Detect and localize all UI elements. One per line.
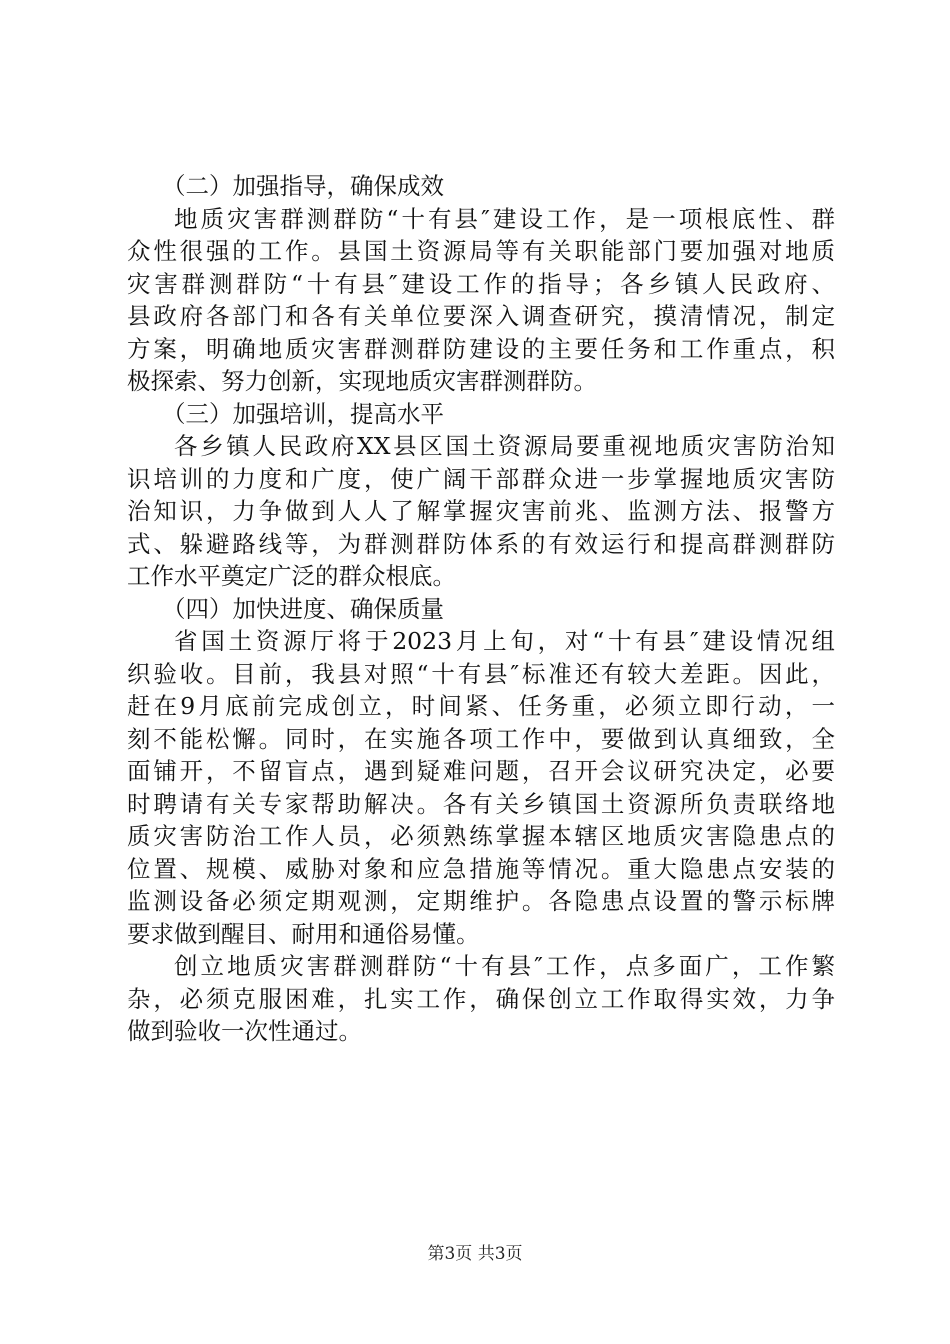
text-line: 赶在9月底前完成创立，时间紧、任务重，必须立即行动，一 <box>127 692 835 720</box>
document-body <box>127 170 835 1048</box>
text-line: 要求做到醒目、耐用和通俗易懂。 <box>127 919 480 948</box>
page-footer: 第3页 共3页 <box>427 1244 523 1264</box>
text-line: 众性很强的工作。县国土资源局等有关职能部门要加强对地质 <box>127 237 835 265</box>
section-heading: （三）加强培训，提高水平 <box>162 399 444 428</box>
text-line: 质灾害防治工作人员，必须熟练掌握本辖区地质灾害隐患点的 <box>127 822 835 850</box>
text-line: 极探索、努力创新，实现地质灾害群测群防。 <box>127 367 597 395</box>
text-line: 省国土资源厅将于2023月上旬，对“十有县″建设情况组 <box>174 627 835 655</box>
text-line: 识培训的力度和广度，使广阔干部群众进一步掌握地质灾害防 <box>127 464 835 493</box>
text-line: 治知识，力争做到人人了解掌握灾害前兆、监测方法、报警方 <box>127 497 835 525</box>
text-line: 各乡镇人民政府XX县区国土资源局要重视地质灾害防治知 <box>174 432 835 460</box>
text-line: 杂，必须克服困难，扎实工作，确保创立工作取得实效，力争 <box>127 984 835 1013</box>
text-line: 创立地质灾害群测群防“十有县″工作，点多面广，工作繁 <box>174 952 835 980</box>
section-heading: （二）加强指导，确保成效 <box>162 172 444 200</box>
text-line: 做到验收一次性通过。 <box>127 1017 362 1045</box>
text-line: 面铺开，不留盲点，遇到疑难问题，召开会议研究决定，必要 <box>127 757 835 785</box>
text-line: 织验收。目前，我县对照“十有县″标准还有较大差距。因此， <box>127 659 835 688</box>
text-line: 位置、规模、威胁对象和应急措施等情况。重大隐患点安装的 <box>127 854 835 883</box>
text-line: 刻不能松懈。同时，在实施各项工作中，要做到认真细致，全 <box>127 724 835 753</box>
text-line: 灾害群测群防“十有县″建设工作的指导；各乡镇人民政府、 <box>127 269 835 298</box>
text-line: 时聘请有关专家帮助解决。各有关乡镇国土资源所负责联络地 <box>127 789 835 818</box>
text-line: 地质灾害群测群防“十有县″建设工作，是一项根底性、群 <box>174 204 835 233</box>
text-line: 县政府各部门和各有关单位要深入调查研究，摸清情况，制定 <box>127 302 835 330</box>
text-line: 方案，明确地质灾害群测群防建设的主要任务和工作重点，积 <box>127 334 835 363</box>
section-heading: （四）加快进度、确保质量 <box>162 594 444 623</box>
text-line: 监测设备必须定期观测，定期维护。各隐患点设置的警示标牌 <box>127 887 835 915</box>
text-line: 工作水平奠定广泛的群众根底。 <box>127 562 456 590</box>
text-line: 式、躲避路线等，为群测群防体系的有效运行和提高群测群防 <box>127 529 835 558</box>
